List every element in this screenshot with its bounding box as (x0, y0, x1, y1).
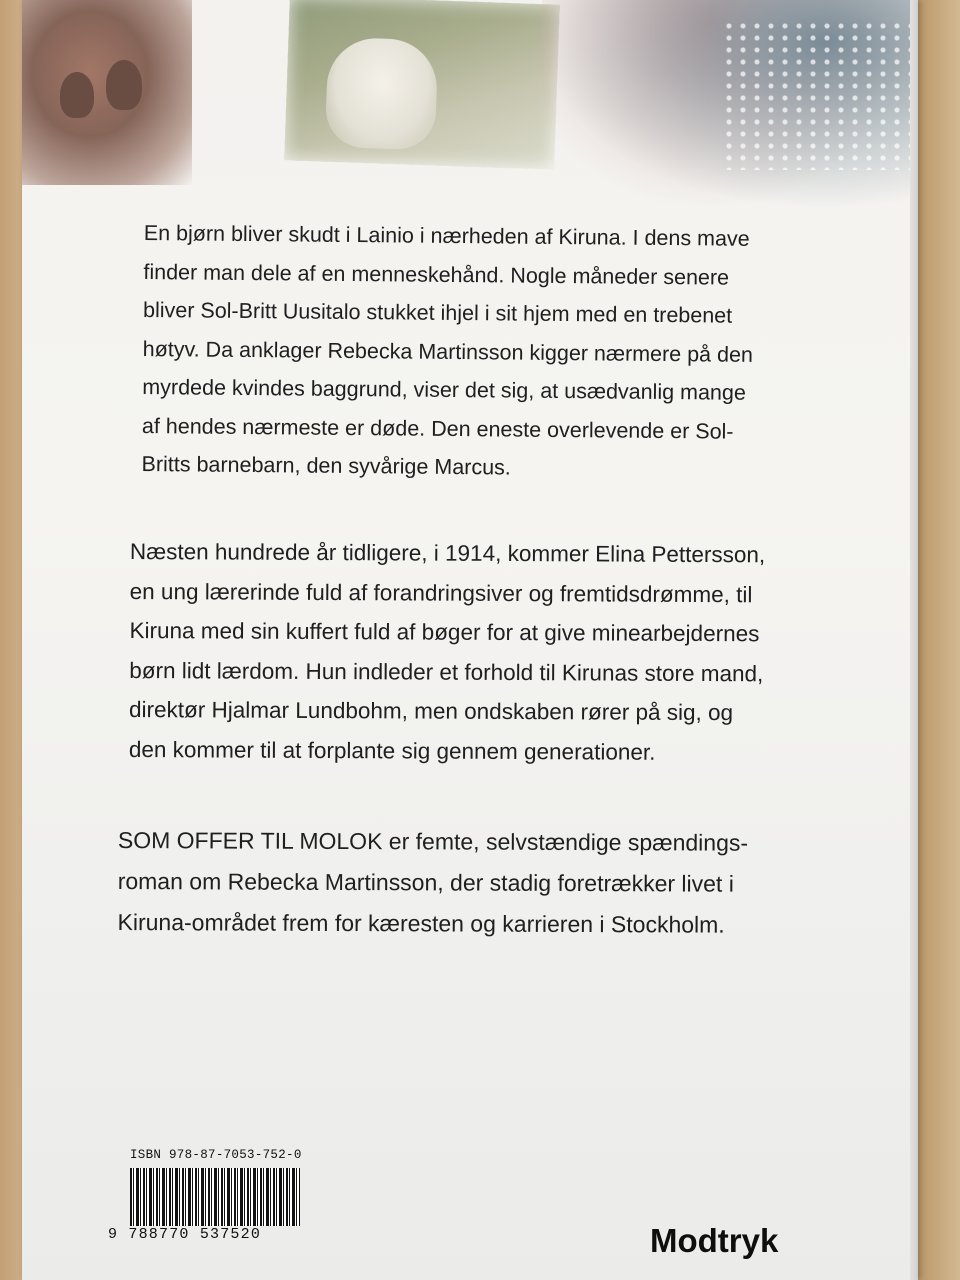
miner-figure (60, 72, 94, 118)
blurb-line: finder man dele af en menneskehånd. Nogle måneder senere (143, 259, 730, 290)
table-surface-right (916, 0, 960, 1280)
woman-figure (325, 37, 439, 151)
blurb-line: direktør Hjalmar Lundbohm, men ondskaben rører på sig, og (129, 696, 734, 726)
miner-figure (106, 60, 142, 110)
blurb-line: Kiruna med sin kuffert fuld af bøger for at give minearbejdernes (129, 617, 760, 647)
barcode-digits: 9 788770 537520 (108, 1226, 262, 1243)
blurb-line: roman om Rebecka Martinsson, der stadig foretrækker livet i (117, 867, 734, 897)
blurb-paragraph-2 (129, 532, 766, 772)
blurb-line: en ung lærerinde fuld af forandringsiver og fremtidsdrømme, til (129, 578, 753, 607)
isbn-number: ISBN 978-87-7053-752-0 (130, 1148, 302, 1162)
blurb-paragraph-1 (141, 214, 754, 489)
blurb-line: Næsten hundrede år tidligere, i 1914, kommer Elina Pettersson, (129, 538, 766, 568)
snow-dots-decoration (722, 20, 912, 170)
blurb-paragraph-3 (117, 820, 748, 946)
blurb-line: En bjørn bliver skudt i Lainio i nærheden af Kiruna. I dens mave (143, 220, 750, 251)
blurb-line: myrdede kvindes baggrund, viser det sig, at usædvanlig mange (142, 374, 746, 405)
blurb-line: høtyv. Da anklager Rebecka Martinsson kigger nærmere på den (142, 336, 754, 367)
cover-photo-collage (22, 0, 918, 200)
blurb-line: Kiruna-området frem for kæresten og karrieren i Stockholm. (117, 908, 725, 938)
isbn-barcode (108, 1148, 304, 1248)
book-back-cover (22, 0, 918, 1280)
barcode-bars (130, 1168, 300, 1226)
cover-edge (910, 0, 918, 1280)
blurb-line: børn lidt lærdom. Hun indleder et forhold til Kirunas store mand, (129, 657, 764, 686)
miners-photo (22, 0, 192, 185)
publisher-logo: Modtryk (650, 1222, 779, 1259)
blurb-line: bliver Sol-Britt Uusitalo stukket ihjel i sit hjem med en trebenet (142, 297, 733, 328)
blurb-line: af hendes nærmeste er døde. Den eneste overlevende er Sol- (141, 413, 734, 444)
blurb-line: Britts barnebarn, den syvårige Marcus. (141, 451, 511, 480)
blurb-line: SOM OFFER TIL MOLOK er femte, selvstændige spændings- (117, 826, 749, 856)
woman-in-white-photo (284, 0, 560, 170)
blurb-line: den kommer til at forplante sig gennem generationer. (128, 736, 656, 765)
